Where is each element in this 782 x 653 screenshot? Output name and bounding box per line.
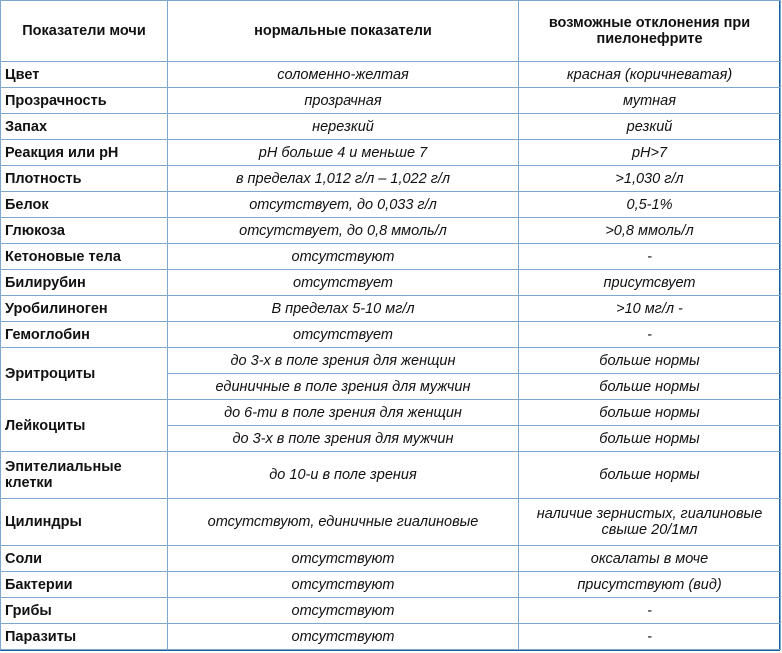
table-row [1,546,781,572]
table-row [1,166,781,192]
row-normal: отсутствуют [168,546,519,572]
table-row [1,624,781,650]
row-normal: отсутствуют [168,624,519,650]
row-abnormal: присутсвует [519,270,781,296]
row-normal: отсутствуют [168,572,519,598]
table-header-row [1,1,781,62]
row-name: Соли [1,546,168,572]
row-abnormal: - [519,244,781,270]
row-abnormal: - [519,598,781,624]
row-normal: до 10-и в поле зрения [168,452,519,499]
row-name: Эритроциты [1,348,168,400]
table-row [1,572,781,598]
table-row [1,62,781,88]
row-normal: отсутствует, до 0,8 ммоль/л [168,218,519,244]
row-normal: отсутствуют, единичные гиалиновые [168,499,519,546]
row-name: Запах [1,114,168,140]
table-row [1,499,781,546]
row-name: Кетоновые тела [1,244,168,270]
table-row [1,296,781,322]
table-row [1,114,781,140]
row-name: Цвет [1,62,168,88]
table-row [1,244,781,270]
row-name: Эпителиальные клетки [1,452,168,499]
header-normal: нормальные показатели [168,1,519,62]
header-deviation: возможные отклонения при пиелонефрите [519,1,781,62]
row-normal: отсутствует, до 0,033 г/л [168,192,519,218]
row-abnormal: больше нормы [519,374,781,400]
row-abnormal: >1,030 г/л [519,166,781,192]
row-name: Лейкоциты [1,400,168,452]
row-normal: отсутствуют [168,598,519,624]
row-name: Прозрачность [1,88,168,114]
row-abnormal: - [519,624,781,650]
row-normal: отсутствует [168,322,519,348]
row-name: Уробилиноген [1,296,168,322]
row-abnormal: больше нормы [519,348,781,374]
row-abnormal: больше нормы [519,426,781,452]
row-name: Цилиндры [1,499,168,546]
row-normal: соломенно-желтая [168,62,519,88]
row-name: Плотность [1,166,168,192]
table-row [1,270,781,296]
row-name: Паразиты [1,624,168,650]
row-name: Белок [1,192,168,218]
row-abnormal: >0,8 ммоль/л [519,218,781,244]
row-abnormal: >10 мг/л - [519,296,781,322]
row-normal: до 6-ти в поле зрения для женщин [168,400,519,426]
row-abnormal: мутная [519,88,781,114]
table-row [1,140,781,166]
row-normal: в пределах 1,012 г/л – 1,022 г/л [168,166,519,192]
table-row [1,218,781,244]
row-normal: до 3-х в поле зрения для мужчин [168,426,519,452]
row-name: Бактерии [1,572,168,598]
row-normal: нерезкий [168,114,519,140]
table-row [1,452,781,499]
table-row [1,598,781,624]
row-abnormal: наличие зернистых, гиалиновые свыше 20/1мл [519,499,781,546]
row-abnormal: 0,5-1% [519,192,781,218]
table-row [1,192,781,218]
row-abnormal: больше нормы [519,400,781,426]
row-abnormal: присутствуют (вид) [519,572,781,598]
row-normal: рН больше 4 и меньше 7 [168,140,519,166]
table-row [1,322,781,348]
row-normal: единичные в поле зрения для мужчин [168,374,519,400]
row-normal: В пределах 5-10 мг/л [168,296,519,322]
row-normal: до 3-х в поле зрения для женщин [168,348,519,374]
row-normal: прозрачная [168,88,519,114]
row-name: Грибы [1,598,168,624]
row-abnormal: красная (коричневатая) [519,62,781,88]
table-row [1,88,781,114]
row-normal: отсутствуют [168,244,519,270]
row-name: Гемоглобин [1,322,168,348]
header-indicator: Показатели мочи [1,1,168,62]
row-abnormal: больше нормы [519,452,781,499]
row-abnormal: оксалаты в моче [519,546,781,572]
row-abnormal: резкий [519,114,781,140]
row-name: Реакция или рН [1,140,168,166]
row-abnormal: - [519,322,781,348]
row-name: Глюкоза [1,218,168,244]
table-row [1,348,781,374]
row-normal: отсутствует [168,270,519,296]
row-name: Билирубин [1,270,168,296]
table-row [1,400,781,426]
row-abnormal: рН>7 [519,140,781,166]
